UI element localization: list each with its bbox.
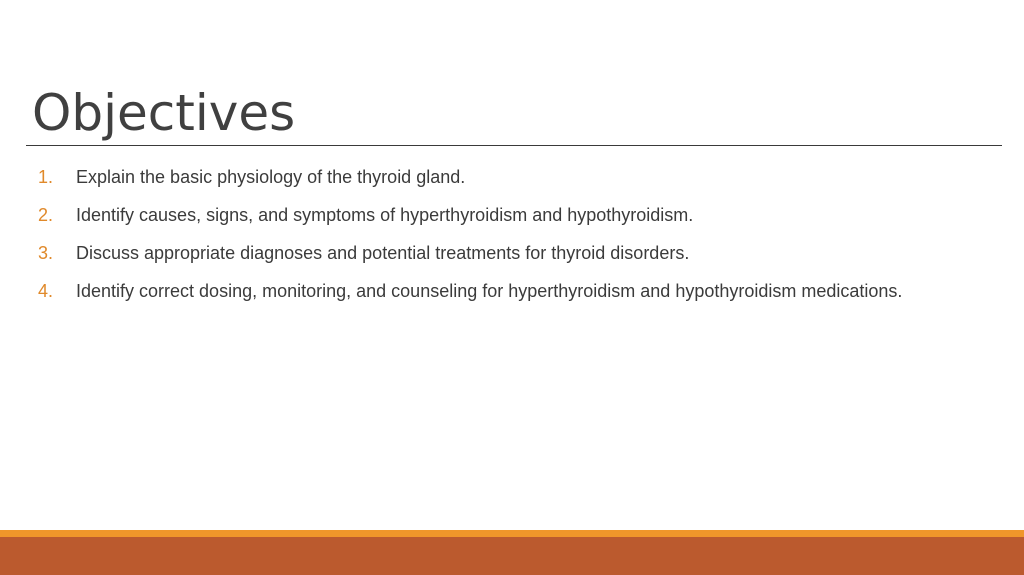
objective-item bbox=[38, 280, 938, 303]
objective-number: 3. bbox=[38, 243, 54, 263]
objectives-list bbox=[38, 166, 938, 318]
objective-text: Discuss appropriate diagnoses and potential treatments for thyroid disorders. bbox=[76, 243, 690, 263]
objective-item bbox=[38, 204, 938, 227]
objective-number: 1. bbox=[38, 167, 54, 187]
title-divider bbox=[26, 145, 1002, 146]
objective-item bbox=[38, 242, 938, 265]
footer-accent-stripe bbox=[0, 530, 1024, 537]
slide-title: Objectives bbox=[32, 84, 296, 142]
objective-number: 4. bbox=[38, 281, 54, 301]
objective-text: Identify correct dosing, monitoring, and counseling for hyperthyroidism and hypothyroidism medications. bbox=[76, 281, 903, 301]
objective-text: Explain the basic physiology of the thyroid gland. bbox=[76, 167, 466, 187]
objective-item bbox=[38, 166, 938, 189]
objective-text: Identify causes, signs, and symptoms of hyperthyroidism and hypothyroidism. bbox=[76, 205, 694, 225]
objective-number: 2. bbox=[38, 205, 54, 225]
footer-bar bbox=[0, 537, 1024, 575]
